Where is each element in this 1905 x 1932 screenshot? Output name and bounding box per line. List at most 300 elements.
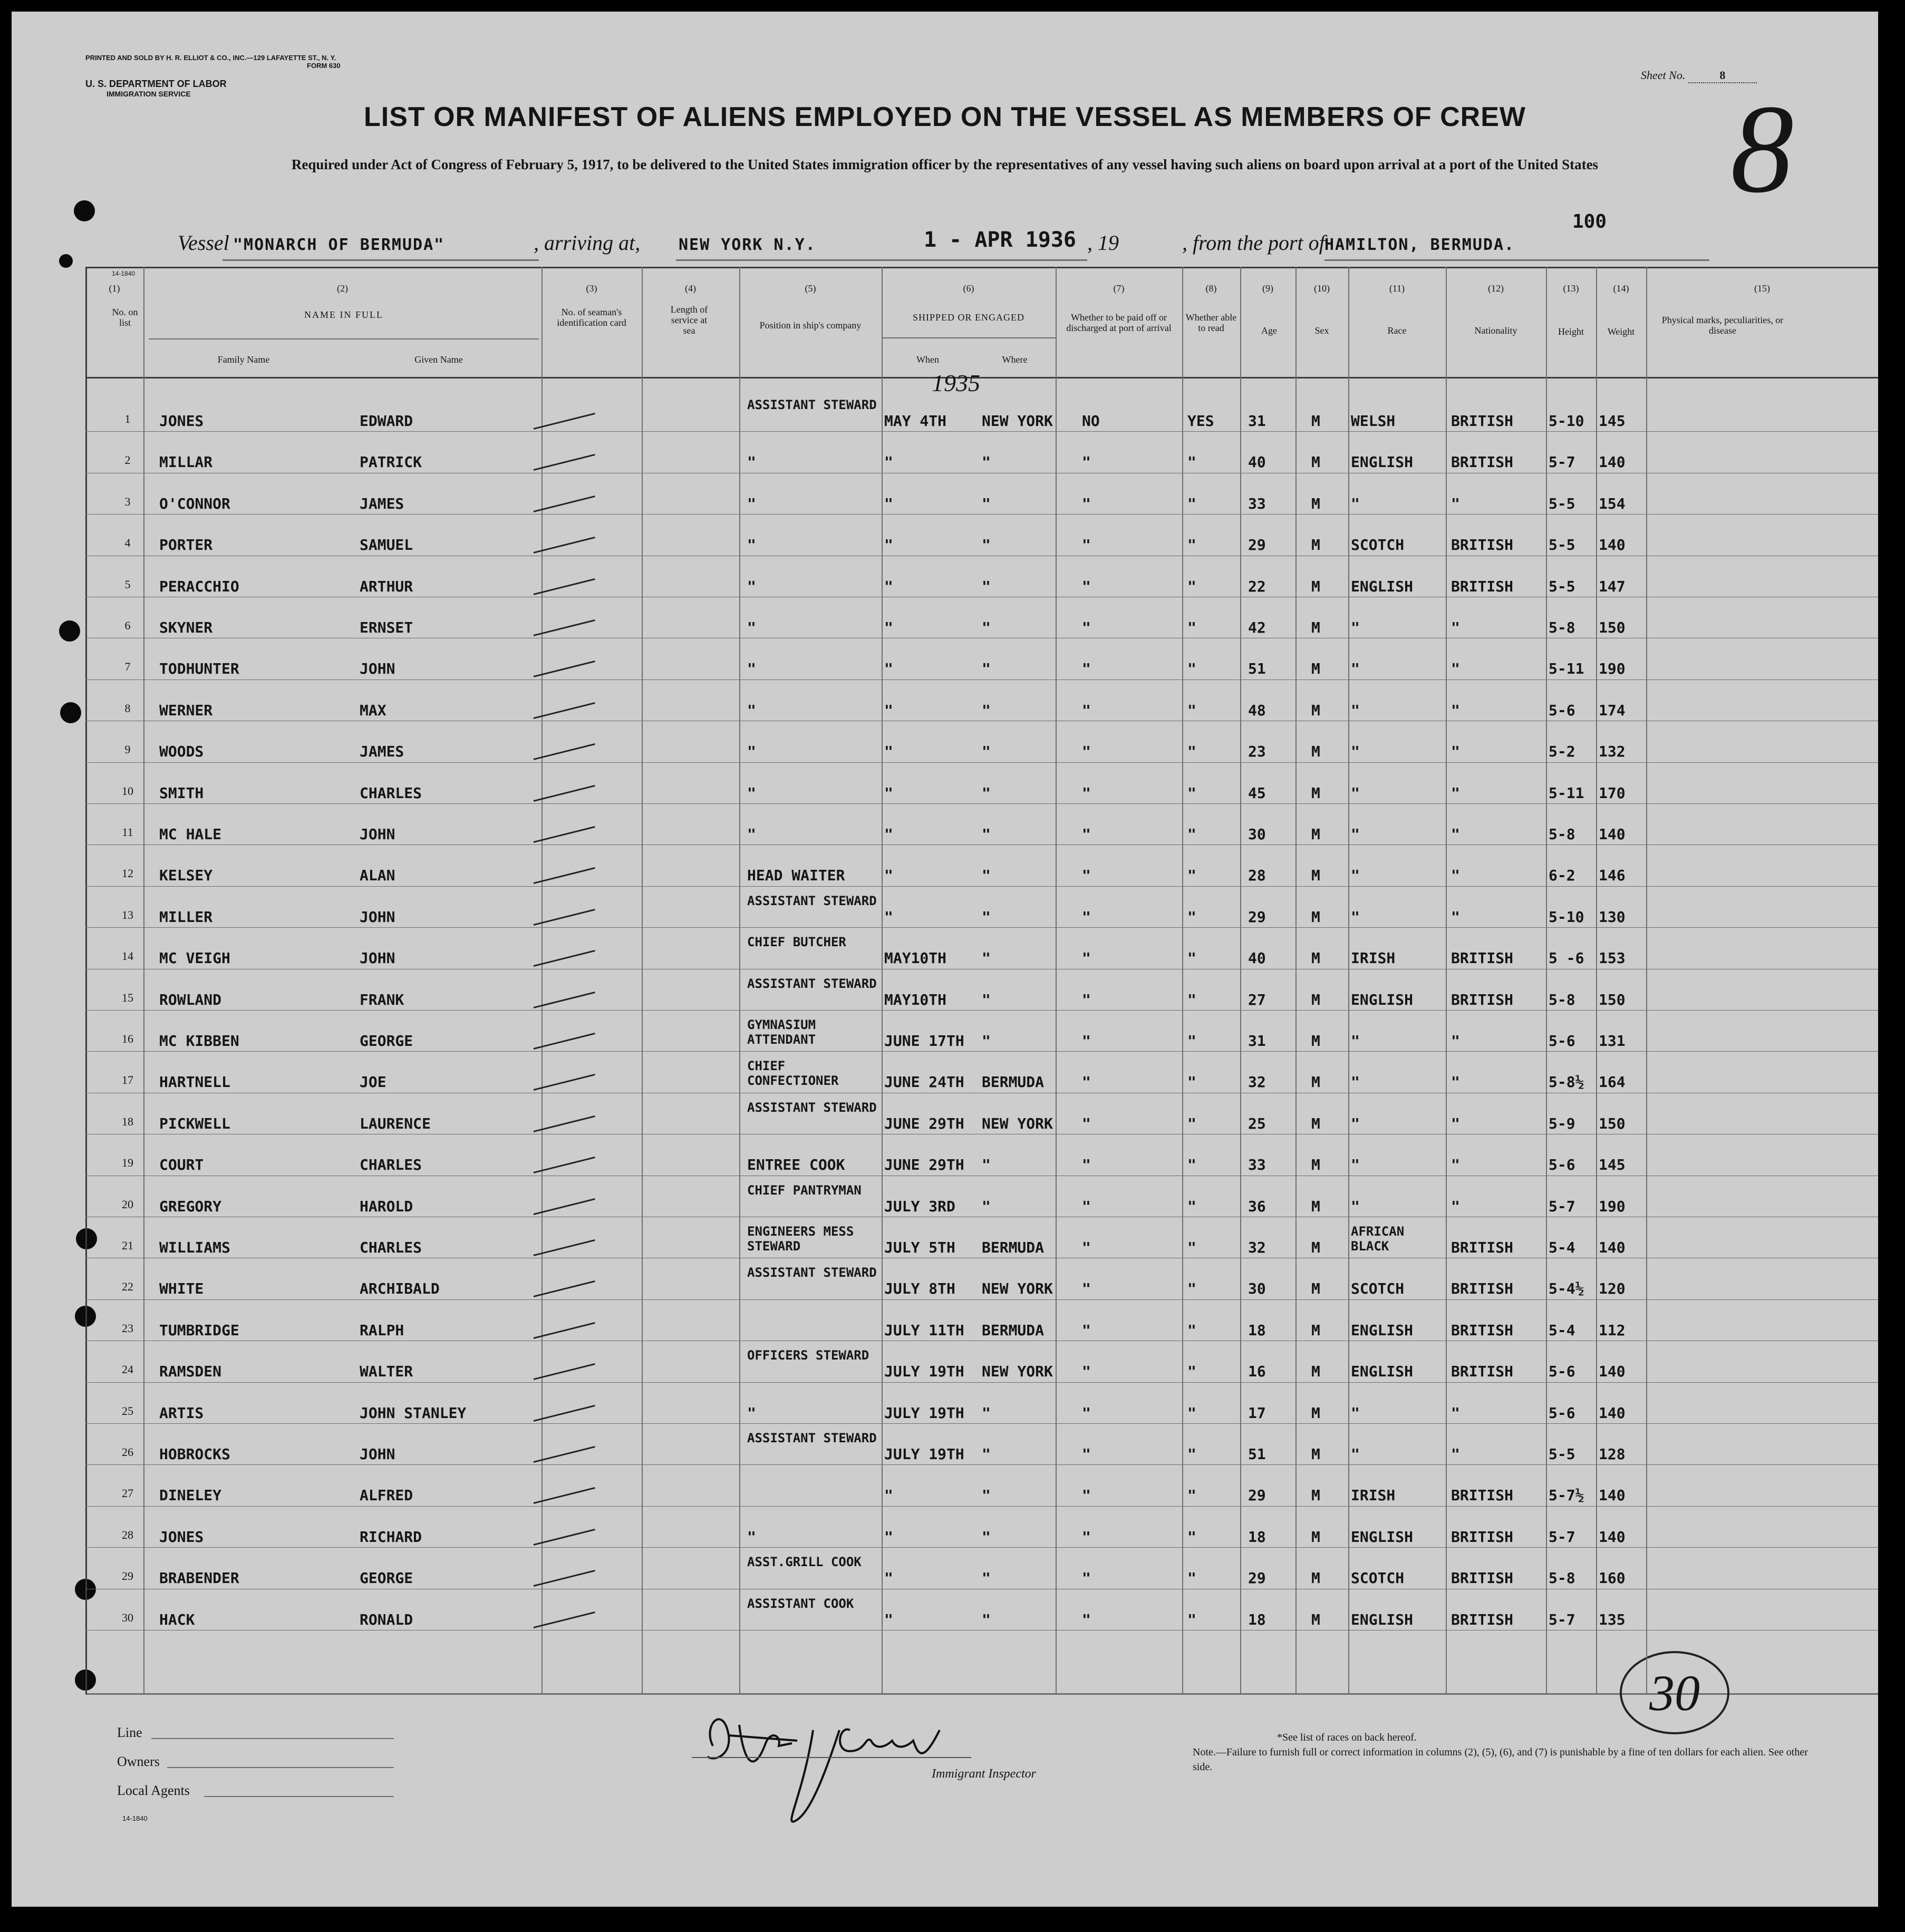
sex: M	[1311, 1569, 1320, 1587]
height: 5-6	[1549, 1404, 1575, 1422]
tick-mark	[534, 867, 595, 884]
column-number: (6)	[963, 283, 974, 294]
position: ENTREE COOK	[747, 1156, 845, 1174]
row-number: 9	[124, 743, 131, 756]
height: 5-4½	[1549, 1280, 1584, 1298]
punch-hole	[59, 620, 80, 642]
paid-off: "	[1082, 784, 1091, 802]
shipped-where: "	[982, 1610, 991, 1628]
tick-mark	[534, 1405, 595, 1422]
paid-off: "	[1082, 1445, 1091, 1463]
tick-mark	[534, 1280, 595, 1297]
row-number: 1	[124, 412, 131, 425]
height: 5-7	[1549, 453, 1575, 471]
weight: 170	[1599, 784, 1626, 802]
sex: M	[1311, 1073, 1320, 1091]
arrival-date: 1 - APR 1936	[924, 228, 1076, 252]
position: "	[747, 619, 756, 636]
paid-off: "	[1082, 1280, 1091, 1298]
row-rule	[85, 762, 1878, 763]
nationality: "	[1451, 867, 1460, 885]
position: "	[747, 494, 756, 512]
position: CHIEF BUTCHER	[747, 935, 846, 950]
age: 28	[1248, 867, 1266, 885]
sex: M	[1311, 1280, 1320, 1298]
family-name: TUMBRIDGE	[159, 1321, 239, 1339]
able-to-read: "	[1187, 1073, 1196, 1091]
column-rule	[1546, 267, 1547, 1694]
shipped-where: "	[982, 619, 991, 636]
paid-off: "	[1082, 826, 1091, 843]
weight: 147	[1599, 577, 1626, 595]
paid-off: "	[1082, 991, 1091, 1008]
position: ENGINEERS MESS STEWARD	[747, 1224, 854, 1254]
shipped-when: "	[884, 701, 893, 719]
col-no-on-list: No. on list	[112, 307, 138, 328]
sex: M	[1311, 1487, 1320, 1504]
tick-mark	[534, 537, 595, 554]
family-name: PERACCHIO	[159, 577, 239, 595]
race: "	[1351, 1404, 1360, 1422]
family-name: HACK	[159, 1610, 195, 1628]
family-name: MC VEIGH	[159, 949, 230, 967]
paid-off: "	[1082, 1404, 1091, 1422]
shipped-when: "	[884, 867, 893, 885]
nationality: "	[1451, 494, 1460, 512]
arrival-port: NEW YORK N.Y.	[679, 236, 816, 254]
sex: M	[1311, 536, 1320, 554]
given-name: JOHN	[360, 660, 395, 678]
vessel-name: "MONARCH OF BERMUDA"	[233, 236, 445, 254]
penalty-note: Note.—Failure to furnish full or correct information in columns (2), (5), (6), and (7) is punishable by a fine of ten dollars for each alien. See other side.	[1193, 1746, 1808, 1773]
paid-off: "	[1082, 536, 1091, 554]
given-name: JAMES	[360, 494, 404, 512]
weight: 140	[1599, 1404, 1626, 1422]
given-name: GEORGE	[360, 1032, 413, 1050]
shipped-where: "	[982, 784, 991, 802]
shipped-when: JULY 11TH	[884, 1321, 964, 1339]
shipped-when: "	[884, 1528, 893, 1546]
age: 51	[1248, 660, 1266, 678]
age: 18	[1248, 1321, 1266, 1339]
height: 5-6	[1549, 1032, 1575, 1050]
shipped-where: "	[982, 1528, 991, 1546]
weight: 153	[1599, 949, 1626, 967]
given-name: ERNSET	[360, 619, 413, 636]
shipped-when: "	[884, 660, 893, 678]
sheet-value: 8	[1688, 69, 1757, 83]
paid-off: "	[1082, 1528, 1091, 1546]
age: 32	[1248, 1073, 1266, 1091]
nationality: "	[1451, 1445, 1460, 1463]
race: "	[1351, 660, 1360, 678]
height: 5-2	[1549, 743, 1575, 761]
shipped-where: "	[982, 577, 991, 595]
able-to-read: "	[1187, 1032, 1196, 1050]
weight: 140	[1599, 1363, 1626, 1381]
family-name: WOODS	[159, 743, 204, 761]
shipped-where: NEW YORK	[982, 412, 1053, 430]
tick-mark	[534, 661, 595, 677]
height: 5-5	[1549, 536, 1575, 554]
column-number: (13)	[1563, 283, 1579, 294]
able-to-read: "	[1187, 743, 1196, 761]
shipped-where: "	[982, 453, 991, 471]
col-position: Position in ship's company	[759, 320, 862, 331]
column-rule	[1295, 267, 1297, 1694]
column-rule	[143, 267, 144, 1694]
paid-off: "	[1082, 908, 1091, 926]
height: 5-5	[1549, 494, 1575, 512]
tick-mark	[534, 413, 595, 430]
tick-mark	[534, 1115, 595, 1132]
race: SCOTCH	[1351, 1569, 1405, 1587]
row-number: 3	[124, 494, 131, 508]
sex: M	[1311, 1114, 1320, 1132]
row-number: 16	[122, 1032, 133, 1045]
column-number: (1)	[109, 283, 120, 294]
tick-mark	[534, 1570, 595, 1587]
paid-off: "	[1082, 867, 1091, 885]
handwritten-year: 1935	[932, 370, 980, 396]
sex: M	[1311, 577, 1320, 595]
shipped-where: "	[982, 1445, 991, 1463]
shipped-when: JULY 19TH	[884, 1404, 964, 1422]
able-to-read: "	[1187, 1280, 1196, 1298]
tick-mark	[534, 826, 595, 843]
position: CHIEF PANTRYMAN	[747, 1182, 862, 1198]
position: "	[747, 577, 756, 595]
position: "	[747, 660, 756, 678]
row-rule	[85, 1423, 1878, 1424]
tick-mark	[534, 702, 595, 719]
shipped-where: BERMUDA	[982, 1239, 1045, 1256]
nationality: BRITISH	[1451, 453, 1514, 471]
weight: 150	[1599, 1114, 1626, 1132]
punch-hole	[60, 702, 81, 723]
shipped-when: MAY10TH	[884, 949, 947, 967]
age: 30	[1248, 1280, 1266, 1298]
family-name: WILLIAMS	[159, 1239, 230, 1256]
tick-mark	[534, 1363, 595, 1380]
age: 31	[1248, 412, 1266, 430]
age: 25	[1248, 1114, 1266, 1132]
nationality: BRITISH	[1451, 991, 1514, 1008]
age: 32	[1248, 1239, 1266, 1256]
position: ASSISTANT STEWARD	[747, 1100, 877, 1115]
tick-mark	[534, 1529, 595, 1546]
paid-off: "	[1082, 1569, 1091, 1587]
footer-form-code: 14-1840	[122, 1814, 148, 1822]
able-to-read: "	[1187, 1239, 1196, 1256]
nationality: "	[1451, 1156, 1460, 1174]
nationality: "	[1451, 1114, 1460, 1132]
shipped-where: NEW YORK	[982, 1363, 1053, 1381]
row-rule	[85, 1464, 1878, 1465]
given-name: RICHARD	[360, 1528, 422, 1546]
family-name: SMITH	[159, 784, 204, 802]
shipped-when: "	[884, 494, 893, 512]
nationality: "	[1451, 1032, 1460, 1050]
shipped-when: JUNE 29TH	[884, 1156, 964, 1174]
paid-off: "	[1082, 1487, 1091, 1504]
tick-mark	[534, 1446, 595, 1463]
sex: M	[1311, 1156, 1320, 1174]
column-number: (9)	[1262, 283, 1273, 294]
shipped-where: BERMUDA	[982, 1321, 1045, 1339]
age: 18	[1248, 1610, 1266, 1628]
printer-imprint	[85, 54, 341, 70]
stamp-number: 100	[1572, 211, 1607, 232]
position: "	[747, 536, 756, 554]
able-to-read: "	[1187, 536, 1196, 554]
weight: 145	[1599, 412, 1626, 430]
weight: 128	[1599, 1445, 1626, 1463]
race: "	[1351, 1032, 1360, 1050]
position: "	[747, 1528, 756, 1546]
family-name: WHITE	[159, 1280, 204, 1298]
weight: 140	[1599, 1487, 1626, 1504]
shipped-when: "	[884, 908, 893, 926]
race: "	[1351, 1197, 1360, 1215]
able-to-read: "	[1187, 1321, 1196, 1339]
shipped-where: "	[982, 494, 991, 512]
able-to-read: "	[1187, 1610, 1196, 1628]
form-number: FORM 630	[307, 62, 341, 70]
shipped-where: "	[982, 949, 991, 967]
race: "	[1351, 619, 1360, 636]
race: ENGLISH	[1351, 991, 1414, 1008]
height: 5-5	[1549, 1445, 1575, 1463]
family-name: HARTNELL	[159, 1073, 230, 1091]
paid-off: "	[1082, 1321, 1091, 1339]
row-number: 26	[122, 1445, 133, 1459]
position: ASST.GRILL COOK	[747, 1555, 862, 1570]
shipped-where: "	[982, 536, 991, 554]
shipped-where: "	[982, 1569, 991, 1587]
shipped-when: "	[884, 1569, 893, 1587]
tick-mark	[534, 1487, 595, 1504]
able-to-read: "	[1187, 991, 1196, 1008]
sex: M	[1311, 908, 1320, 926]
height: 5-8	[1549, 619, 1575, 636]
paid-off: "	[1082, 1197, 1091, 1215]
age: 29	[1248, 1487, 1266, 1504]
sex: M	[1311, 453, 1320, 471]
shipped-when: JULY 5TH	[884, 1239, 955, 1256]
col-nationality: Nationality	[1474, 325, 1517, 336]
row-rule	[85, 1547, 1878, 1548]
sex: M	[1311, 494, 1320, 512]
paid-off: "	[1082, 1073, 1091, 1091]
paid-off: "	[1082, 1239, 1091, 1256]
given-name: ALAN	[360, 867, 395, 885]
col-length-service: Length of service at sea	[670, 304, 708, 336]
age: 40	[1248, 949, 1266, 967]
age: 23	[1248, 743, 1266, 761]
col-given-name: Given Name	[414, 354, 463, 365]
family-name: PICKWELL	[159, 1114, 230, 1132]
nationality: "	[1451, 826, 1460, 843]
sex: M	[1311, 1363, 1320, 1381]
height: 5-8	[1549, 826, 1575, 843]
able-to-read: "	[1187, 784, 1196, 802]
weight: 154	[1599, 494, 1626, 512]
weight: 140	[1599, 826, 1626, 843]
weight: 190	[1599, 660, 1626, 678]
inspector-label: Immigrant Inspector	[932, 1767, 1036, 1781]
height: 5-10	[1549, 908, 1584, 926]
row-number: 25	[122, 1404, 133, 1418]
weight: 146	[1599, 867, 1626, 885]
position: GYMNASIUM ATTENDANT	[747, 1017, 816, 1047]
shipped-where: "	[982, 1156, 991, 1174]
col-sex: Sex	[1314, 325, 1329, 336]
row-rule	[85, 1051, 1878, 1052]
row-number: 12	[122, 867, 133, 880]
shipped-where: "	[982, 1197, 991, 1215]
row-number: 4	[124, 536, 131, 550]
given-name: LAURENCE	[360, 1114, 431, 1132]
owners-label: Owners	[117, 1754, 160, 1769]
weight: 140	[1599, 1528, 1626, 1546]
arriving-label: , arriving at,	[534, 231, 641, 255]
able-to-read: "	[1187, 701, 1196, 719]
age: 42	[1248, 619, 1266, 636]
col-name-in-full: NAME IN FULL	[304, 309, 383, 320]
weight: 140	[1599, 453, 1626, 471]
tick-mark	[534, 496, 595, 512]
sex: M	[1311, 991, 1320, 1008]
paid-off: "	[1082, 619, 1091, 636]
row-number: 7	[124, 660, 131, 674]
position: ASSISTANT STEWARD	[747, 397, 877, 412]
row-number: 6	[124, 619, 131, 632]
row-number: 21	[122, 1239, 133, 1252]
race: ENGLISH	[1351, 1610, 1414, 1628]
col-when: When	[916, 354, 939, 365]
age: 29	[1248, 908, 1266, 926]
height: 5-7	[1549, 1610, 1575, 1628]
family-name: RAMSDEN	[159, 1363, 222, 1381]
family-name: DINELEY	[159, 1487, 222, 1504]
height: 6-2	[1549, 867, 1575, 885]
able-to-read: "	[1187, 660, 1196, 678]
row-number: 23	[122, 1321, 133, 1335]
given-name: JAMES	[360, 743, 404, 761]
nationality: BRITISH	[1451, 412, 1514, 430]
height: 5-6	[1549, 701, 1575, 719]
height: 5-5	[1549, 577, 1575, 595]
sex: M	[1311, 1321, 1320, 1339]
row-rule	[85, 803, 1878, 804]
row-number: 28	[122, 1528, 133, 1541]
weight: 130	[1599, 908, 1626, 926]
shipped-when: "	[884, 619, 893, 636]
given-name: SAMUEL	[360, 536, 413, 554]
position: ASSISTANT STEWARD	[747, 893, 877, 908]
sex: M	[1311, 1197, 1320, 1215]
sheet-label: Sheet No.	[1641, 69, 1686, 82]
race: ENGLISH	[1351, 1321, 1414, 1339]
able-to-read: "	[1187, 1114, 1196, 1132]
shipped-where: "	[982, 867, 991, 885]
given-name: EDWARD	[360, 412, 413, 430]
inspector-signature	[692, 1693, 987, 1830]
able-to-read: "	[1187, 867, 1196, 885]
sex: M	[1311, 1610, 1320, 1628]
row-number: 17	[122, 1073, 133, 1087]
tick-mark	[534, 785, 595, 802]
given-name: JOHN	[360, 826, 395, 843]
nationality: BRITISH	[1451, 1569, 1514, 1587]
given-name: JOHN	[360, 908, 395, 926]
paid-off: "	[1082, 660, 1091, 678]
punch-hole	[74, 200, 95, 221]
tick-mark	[534, 1074, 595, 1091]
family-name: HOBROCKS	[159, 1445, 230, 1463]
nationality: BRITISH	[1451, 1239, 1514, 1256]
family-name: MC KIBBEN	[159, 1032, 239, 1050]
department-heading	[85, 79, 227, 99]
column-rule	[739, 267, 740, 1694]
sex: M	[1311, 867, 1320, 885]
height: 5-8½	[1549, 1073, 1584, 1091]
family-name: GREGORY	[159, 1197, 222, 1215]
paid-off: "	[1082, 1610, 1091, 1628]
shipped-when: MAY 4TH	[884, 412, 947, 430]
shipped-where: "	[982, 701, 991, 719]
nationality: BRITISH	[1451, 577, 1514, 595]
shipped-where: "	[982, 1487, 991, 1504]
position: ASSISTANT STEWARD	[747, 1265, 877, 1280]
age: 45	[1248, 784, 1266, 802]
shipped-when: JULY 8TH	[884, 1280, 955, 1298]
paid-off: "	[1082, 1032, 1091, 1050]
able-to-read: YES	[1187, 412, 1214, 430]
manifest-document	[12, 12, 1878, 1907]
given-name: RONALD	[360, 1610, 413, 1628]
weight: 140	[1599, 536, 1626, 554]
height: 5-10	[1549, 412, 1584, 430]
able-to-read: "	[1187, 1487, 1196, 1504]
paid-off: "	[1082, 1156, 1091, 1174]
height: 5 -6	[1549, 949, 1584, 967]
able-to-read: "	[1187, 1569, 1196, 1587]
race: "	[1351, 1156, 1360, 1174]
sex: M	[1311, 1445, 1320, 1463]
col-weight: Weight	[1607, 326, 1635, 337]
nationality: "	[1451, 908, 1460, 926]
sex: M	[1311, 412, 1320, 430]
column-rule	[642, 267, 643, 1694]
family-name: SKYNER	[159, 619, 213, 636]
weight: 135	[1599, 1610, 1626, 1628]
family-name: KELSEY	[159, 867, 213, 885]
row-rule	[85, 844, 1878, 845]
paid-off: "	[1082, 949, 1091, 967]
weight: 131	[1599, 1032, 1626, 1050]
given-name: JOE	[360, 1073, 386, 1091]
age: 33	[1248, 1156, 1266, 1174]
shipped-when: JULY 19TH	[884, 1445, 964, 1463]
nationality: "	[1451, 1073, 1460, 1091]
sex: M	[1311, 701, 1320, 719]
nationality: "	[1451, 619, 1460, 636]
paid-off: "	[1082, 577, 1091, 595]
able-to-read: "	[1187, 1363, 1196, 1381]
sex: M	[1311, 1404, 1320, 1422]
